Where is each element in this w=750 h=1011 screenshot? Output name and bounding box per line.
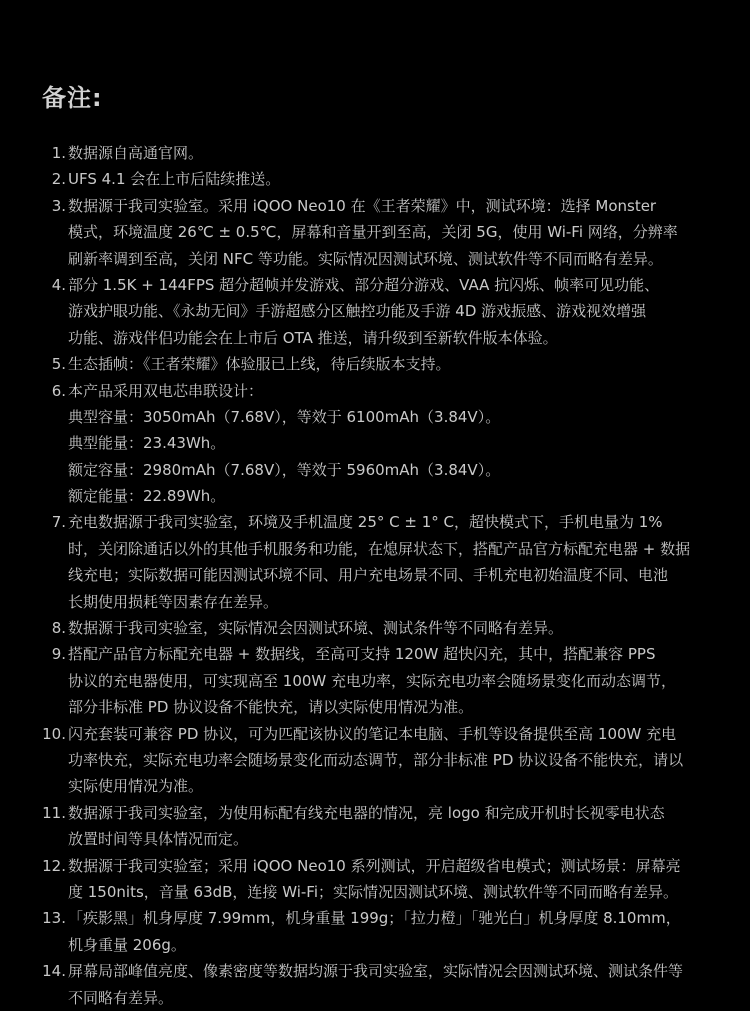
note-line: 数据源于我司实验室，为使用标配有线充电器的情况，亮 logo 和完成开机时长视零电状态 <box>68 803 665 822</box>
note-line: 生态插帧：《王者荣耀》体验服已上线，待后续版本支持。 <box>68 355 451 374</box>
note-number: 13. <box>42 909 66 928</box>
note-line: 额定容量：2980mAh（7.68V），等效于 5960mAh（3.84V）。 <box>68 460 501 479</box>
note-line: 线充电；实际数据可能因测试环境不同、用户充电场景不同、手机充电初始温度不同、电池 <box>68 566 669 585</box>
note-text <box>68 166 718 192</box>
note-line: 搭配产品官方标配充电器 + 数据线，至高可支持 120W 超快闪充，其中，搭配兼容 PPS <box>68 645 656 664</box>
note-line: UFS 4.1 会在上市后陆续推送。 <box>68 170 281 189</box>
note-item <box>0 166 750 192</box>
note-item <box>0 958 750 1011</box>
note-line: 放置时间等具体情况而定。 <box>68 830 249 849</box>
note-line: 功率快充，实际充电功率会随场景变化而动态调节，部分非标准 PD 协议设备不能快充，请以 <box>68 750 684 769</box>
note-text <box>68 193 718 272</box>
note-item <box>0 272 750 351</box>
note-item <box>0 853 750 906</box>
note-line: 度 150nits，音量 63dB，连接 Wi-Fi；实际情况因测试环境、测试软件等不同而略有差异。 <box>68 882 678 901</box>
note-line: 充电数据源于我司实验室，环境及手机温度 25° C ± 1° C，超快模式下，手机电量为 1% <box>68 513 663 532</box>
note-line: 典型能量：23.43Wh。 <box>68 434 226 453</box>
note-text <box>68 615 718 641</box>
note-number: 9. <box>51 645 66 664</box>
page-title: 备注: <box>42 84 103 112</box>
note-item <box>0 721 750 800</box>
note-line: 实际使用情况为准。 <box>68 777 204 796</box>
note-number: 14. <box>42 962 66 981</box>
note-number: 5. <box>51 355 66 374</box>
note-item <box>0 193 750 272</box>
note-line: 部分非标准 PD 协议设备不能快充，请以实际使用情况为准。 <box>68 698 474 717</box>
note-line: 模式，环境温度 26℃ ± 0.5℃，屏幕和音量开到至高，关闭 5G，使用 Wi-Fi 网络，分辨率 <box>68 223 678 242</box>
note-number: 2. <box>51 170 66 189</box>
note-line: 游戏护眼功能、《永劫无间》手游超感分区触控功能及手游 4D 游戏振感、游戏视效增强 <box>68 302 647 321</box>
notes-list <box>0 140 750 1011</box>
note-number: 3. <box>51 196 66 215</box>
note-item <box>0 351 750 377</box>
note-text <box>68 272 718 351</box>
note-line: 额定能量：22.89Wh。 <box>68 487 226 506</box>
note-line: 长期使用损耗等因素存在差异。 <box>68 592 279 611</box>
note-line: 闪充套装可兼容 PD 协议，可为匹配该协议的笔记本电脑、手机等设备提供至高 100W 充电 <box>68 724 677 743</box>
note-line: 部分 1.5K + 144FPS 超分超帧并发游戏、部分超分游戏、VAA 抗闪烁、帧率可见功能、 <box>68 275 660 294</box>
note-text <box>68 641 718 720</box>
note-line: 时，关闭除通话以外的其他手机服务和功能，在熄屏状态下，搭配产品官方标配充电器 + 数据 <box>68 539 691 558</box>
note-number: 4. <box>51 275 66 294</box>
note-line: 数据源于我司实验室，实际情况会因测试环境、测试条件等不同略有差异。 <box>68 619 564 638</box>
note-line: 屏幕局部峰值亮度、像素密度等数据均源于我司实验室，实际情况会因测试环境、测试条件等 <box>68 962 684 981</box>
note-item <box>0 378 750 510</box>
note-text <box>68 958 718 1011</box>
note-item <box>0 615 750 641</box>
note-line: 不同略有差异。 <box>68 988 174 1007</box>
note-text <box>68 140 718 166</box>
note-line: 数据源自高通官网。 <box>68 144 204 162</box>
note-number: 11. <box>42 803 66 822</box>
note-text <box>68 351 718 377</box>
note-item <box>0 509 750 615</box>
note-number: 8. <box>51 619 66 638</box>
note-line: 机身重量 206g。 <box>68 935 186 954</box>
note-line: 本产品采用双电芯串联设计： <box>68 381 264 400</box>
note-line: 刷新率调到至高，关闭 NFC 等功能。实际情况因测试环境、测试软件等不同而略有差异。 <box>68 249 663 268</box>
note-text <box>68 853 718 906</box>
note-text <box>68 800 718 853</box>
note-text <box>68 721 718 800</box>
note-line: 数据源于我司实验室；采用 iQOO Neo10 系列测试，开启超级省电模式；测试场景：屏幕亮 <box>68 856 681 875</box>
note-text <box>68 378 718 510</box>
note-number: 6. <box>51 381 66 400</box>
note-number: 10. <box>42 724 66 743</box>
note-item <box>0 800 750 853</box>
note-text <box>68 509 718 615</box>
note-number: 7. <box>51 513 66 532</box>
note-line: 数据源于我司实验室。采用 iQOO Neo10 在《王者荣耀》中，测试环境：选择 Monster <box>68 196 657 215</box>
note-item <box>0 641 750 720</box>
note-item <box>0 140 750 166</box>
note-item <box>0 905 750 958</box>
note-line: 「疾影黑」机身厚度 7.99mm，机身重量 199g；「拉力橙」「驰光白」机身厚度 8.10mm， <box>68 909 681 928</box>
note-text <box>68 905 718 958</box>
note-number: 1. <box>51 144 66 162</box>
note-line: 协议的充电器使用，可实现高至 100W 充电功率，实际充电功率会随场景变化而动态调节， <box>68 671 677 690</box>
note-line: 典型容量：3050mAh（7.68V），等效于 6100mAh（3.84V）。 <box>68 407 501 426</box>
note-line: 功能、游戏伴侣功能会在上市后 OTA 推送，请升级到至新软件版本体验。 <box>68 328 558 347</box>
note-number: 12. <box>42 856 66 875</box>
